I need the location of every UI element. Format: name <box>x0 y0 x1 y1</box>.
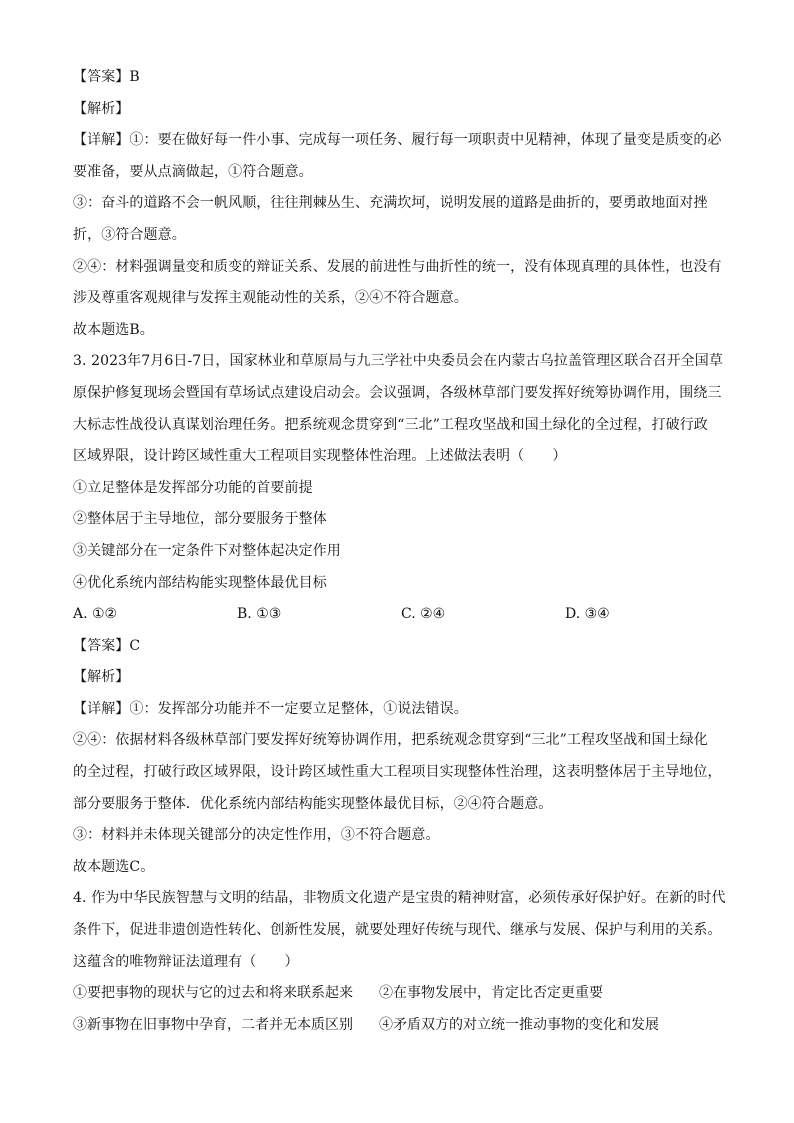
q3-statement: ①立足整体是发挥部分功能的首要前提 <box>73 479 313 496</box>
q3-option-b: B. ①③ <box>237 606 282 623</box>
q3-statement: ④优化系统内部结构能实现整体最优目标 <box>73 574 327 591</box>
q3-detail-line: ③：材料并未体现关键部分的决定性作用，③不符合题意。 <box>73 827 440 844</box>
q3-statement: ③关键部分在一定条件下对整体起决定作用 <box>73 542 341 559</box>
q2-detail-line: 折，③符合题意。 <box>73 226 186 243</box>
q2-detail-line: ②④：材料强调量变和质变的辩证关系、发展的前进性与曲折性的统一，没有体现真理的具体性，也没有 <box>73 258 722 275</box>
q3-stem-line: 大标志性战役认真谋划治理任务。把系统观念贯穿到“三北”工程攻坚战和国土绿化的全过程，打破行政 <box>73 416 708 433</box>
q4-stem-line: 4. 作为中华民族智慧与文明的结晶，非物质文化遗产是宝贵的精神财富，必须传承好保护好。在新的时代 <box>73 890 726 907</box>
q3-stem-line: 区域界限，设计跨区域性重大工程项目实现整体性治理。上述做法表明（ ） <box>73 448 567 465</box>
q2-answer: 【答案】B <box>73 69 140 85</box>
q3-answer: 【答案】C <box>73 637 141 654</box>
q3-statement: ②整体居于主导地位，部分要服务于整体 <box>73 511 327 528</box>
q3-analysis-label: 【解析】 <box>73 669 130 686</box>
q2-detail-line: ③：奋斗的道路不会一帆风顺，往往荆棘丛生、充满坎坷，说明发展的道路是曲折的，要勇敢地面对挫 <box>73 195 708 212</box>
q3-conclusion: 故本题选C。 <box>73 858 155 875</box>
q2-detail-line: 要准备，要从点滴做起，①符合题意。 <box>73 163 313 180</box>
q3-detail-line: 【详解】①：发挥部分功能并不一定要立足整体，①说法错误。 <box>73 700 468 717</box>
q4-statement-1: ①要把事物的现状与它的过去和将来联系起来 <box>73 985 353 1002</box>
q2-conclusion: 故本题选B。 <box>73 321 154 338</box>
q3-stem-line: 原保护修复现场会暨国有草场试点建设启动会。会议强调，各级林草部门要发挥好统筹协调作用，围绕三 <box>73 384 722 401</box>
q3-detail-line: 的全过程，打破行政区域界限，设计跨区域性重大工程项目实现整体性治理，这表明整体居于主导地位， <box>73 764 722 781</box>
q3-option-d: D. ③④ <box>565 606 610 623</box>
q4-statement-row <box>73 978 724 1010</box>
q3-options <box>73 599 724 631</box>
q3-option-c: C. ②④ <box>401 606 446 623</box>
q2-analysis-label: 【解析】 <box>73 100 130 117</box>
q3-detail-line: 部分要服务于整体．优化系统内部结构能实现整体最优目标，②④符合题意。 <box>73 795 553 812</box>
q3-stem-line: 3. 2023年7月6日-7日，国家林业和草原局与九三学社中央委员会在内蒙古乌拉盖管理区联合召开全国草 <box>73 353 723 370</box>
q3-option-a: A. ①② <box>73 606 118 623</box>
q4-statement-3: ③新事物在旧事物中孕育，二者并无本质区别 <box>73 1016 353 1033</box>
q4-statement-4: ④矛盾双方的对立统一推动事物的变化和发展 <box>379 1016 659 1033</box>
q4-stem-line: 条件下，促进非遗创造性转化、创新性发展，就要处理好传统与现代、继承与发展、保护与利用的关系。 <box>73 922 722 939</box>
q3-detail-line: ②④：依据材料各级林草部门要发挥好统筹协调作用，把系统观念贯穿到“三北”工程攻坚战和国土绿化 <box>73 732 708 749</box>
q4-statement-2: ②在事物发展中，肯定比否定更重要 <box>379 985 603 1002</box>
q4-stem-line: 这蕴含的唯物辩证法道理有（ ） <box>73 953 299 970</box>
q2-detail-line: 涉及尊重客观规律与发挥主观能动性的关系，②④不符合题意。 <box>73 290 468 307</box>
q2-detail-line: 【详解】①：要在做好每一件小事、完成每一项任务、履行每一项职责中见精神，体现了量变是质变的必 <box>73 132 722 149</box>
q4-statement-row <box>73 1010 724 1042</box>
